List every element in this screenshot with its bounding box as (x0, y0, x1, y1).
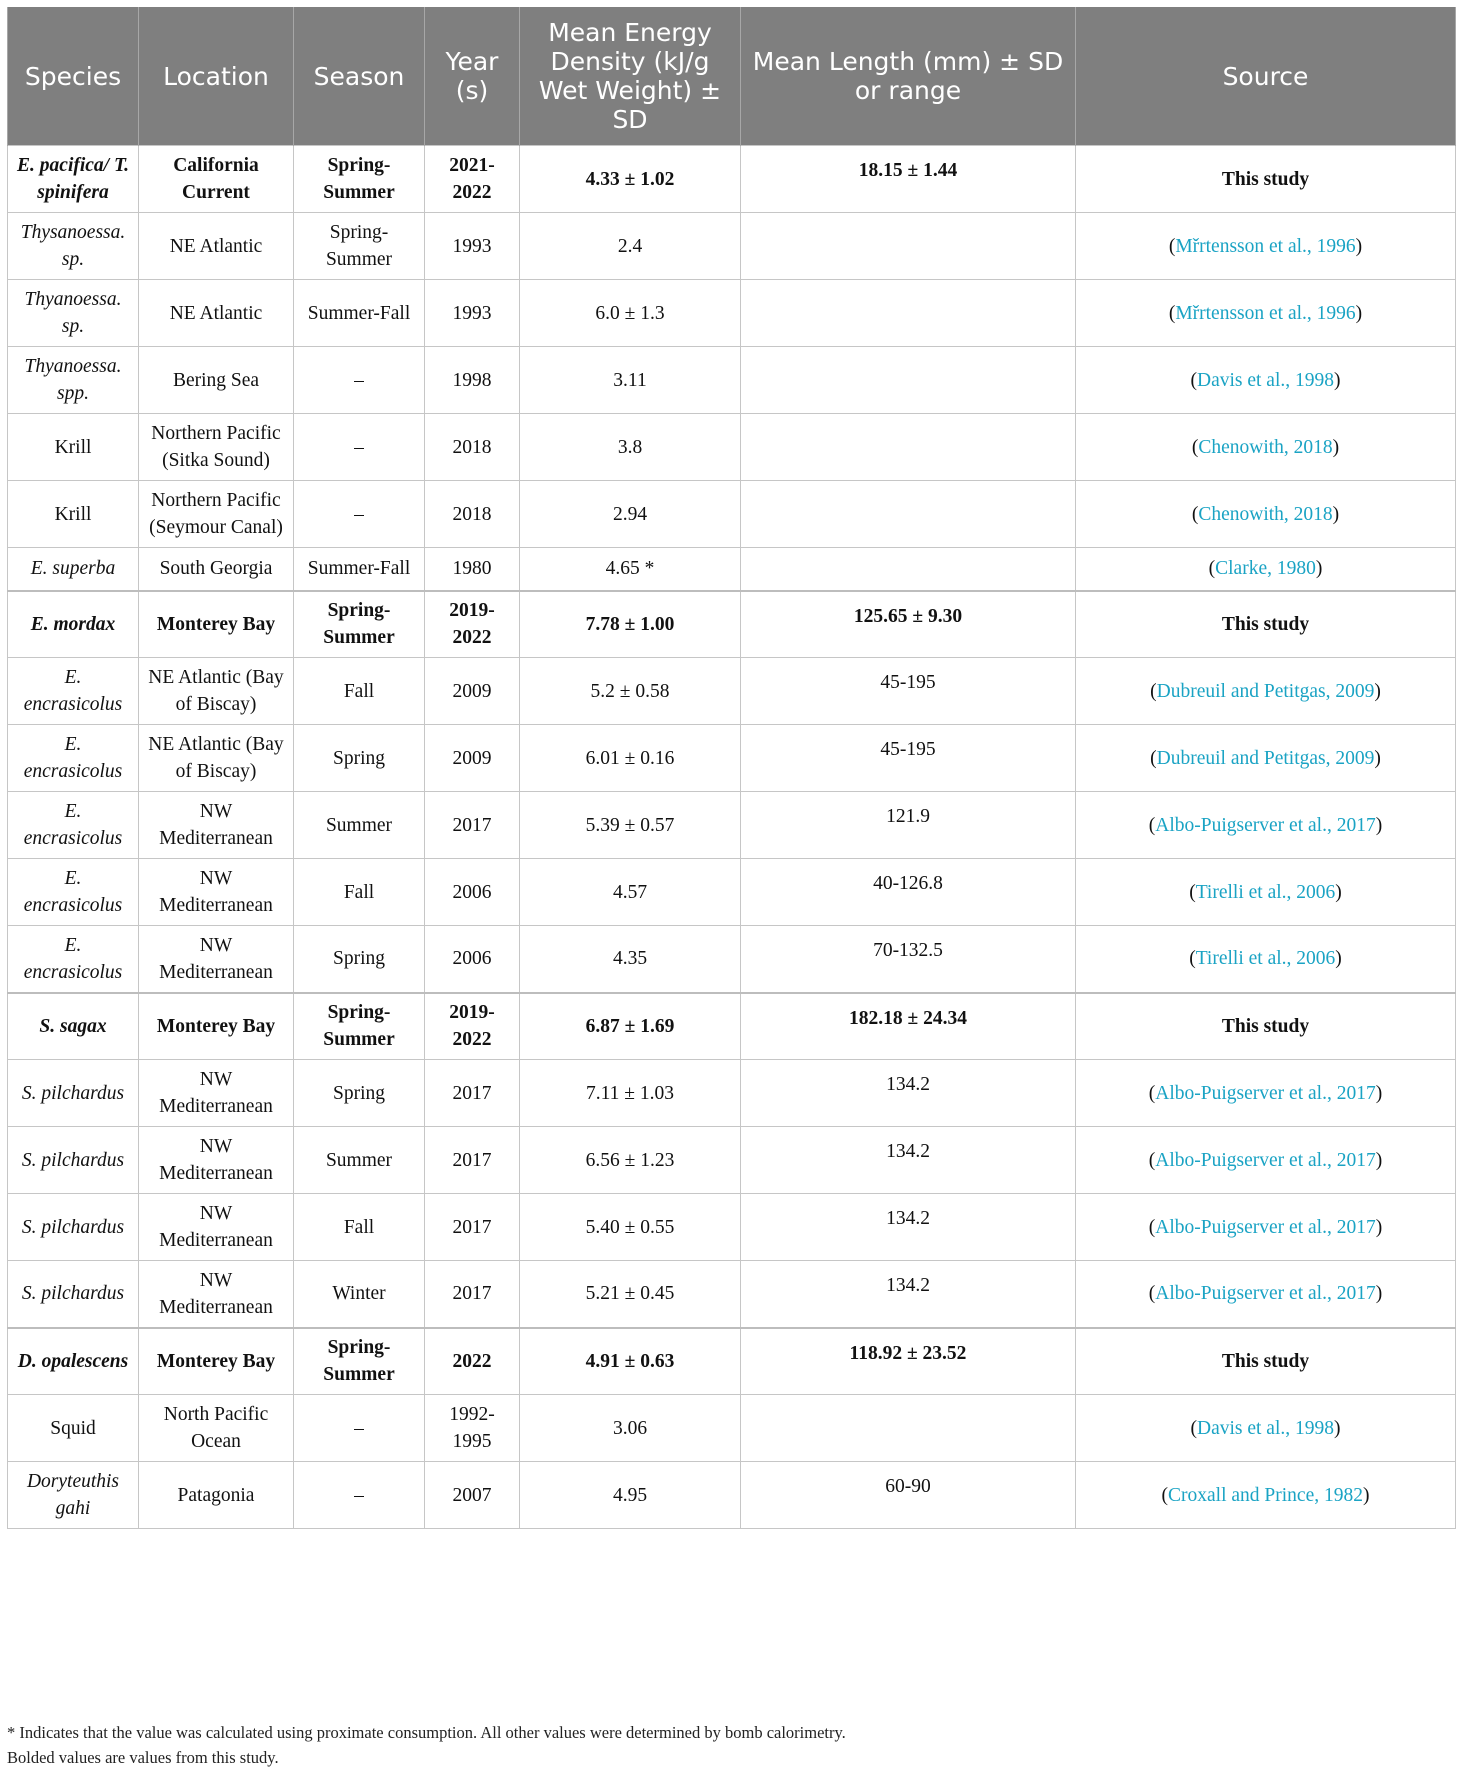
cell-length (741, 213, 1076, 280)
cell-source[interactable]: (Albo-Puigserver et al., 2017) (1076, 1194, 1456, 1261)
cell-species: S. pilchardus (8, 1127, 139, 1194)
cell-location: NE Atlantic (139, 280, 294, 347)
cell-energy: 3.8 (520, 414, 741, 481)
cell-location: NE Atlantic (139, 213, 294, 280)
header-mean-length: Mean Length (mm) ± SD or range (741, 7, 1076, 146)
cell-location: NW Mediterranean (139, 859, 294, 926)
table-row (8, 792, 1456, 859)
cell-season: Spring-Summer (294, 1328, 425, 1395)
cell-species: D. opalescens (8, 1328, 139, 1395)
cell-year: 1993 (425, 280, 520, 347)
cell-location: North Pacific Ocean (139, 1395, 294, 1462)
citation-link[interactable]: Albo-Puigserver et al., 2017 (1155, 1283, 1376, 1305)
citation-link[interactable]: Chenowith, 2018 (1198, 436, 1333, 458)
cell-year: 2017 (425, 1194, 520, 1261)
cell-season: Summer (294, 1127, 425, 1194)
cell-length (741, 1395, 1076, 1462)
cell-location: NW Mediterranean (139, 1060, 294, 1127)
cell-length: 118.92 ± 23.52 (741, 1328, 1076, 1395)
citation-link[interactable]: Albo-Puigserver et al., 2017 (1155, 1149, 1376, 1171)
cell-year: 1993 (425, 213, 520, 280)
cell-energy: 4.35 (520, 926, 741, 993)
cell-year: 2018 (425, 481, 520, 548)
cell-season: – (294, 1462, 425, 1529)
cell-species: S. sagax (8, 993, 139, 1060)
citation-link[interactable]: Chenowith, 2018 (1198, 503, 1333, 525)
cell-location: South Georgia (139, 548, 294, 591)
cell-source[interactable]: (Albo-Puigserver et al., 2017) (1076, 1261, 1456, 1328)
cell-location: NW Mediterranean (139, 1127, 294, 1194)
table-row (8, 725, 1456, 792)
table-row (8, 146, 1456, 213)
cell-energy: 5.2 ± 0.58 (520, 658, 741, 725)
cell-source: This study (1076, 993, 1456, 1060)
cell-location: California Current (139, 146, 294, 213)
table-row (8, 993, 1456, 1060)
cell-species: Krill (8, 481, 139, 548)
cell-length: 18.15 ± 1.44 (741, 146, 1076, 213)
cell-length: 70-132.5 (741, 926, 1076, 993)
cell-source[interactable]: (Croxall and Prince, 1982) (1076, 1462, 1456, 1529)
cell-length (741, 414, 1076, 481)
cell-year: 2022 (425, 1328, 520, 1395)
cell-location: Monterey Bay (139, 993, 294, 1060)
cell-species: E. pacifica/ T. spinifera (8, 146, 139, 213)
cell-year: 1980 (425, 548, 520, 591)
cell-species: E. superba (8, 548, 139, 591)
table-row (8, 280, 1456, 347)
header-row (8, 7, 1456, 146)
cell-energy: 4.57 (520, 859, 741, 926)
cell-source: This study (1076, 146, 1456, 213)
cell-season: Summer-Fall (294, 280, 425, 347)
cell-location: Bering Sea (139, 347, 294, 414)
cell-length: 45-195 (741, 658, 1076, 725)
citation-link[interactable]: Albo-Puigserver et al., 2017 (1155, 814, 1376, 836)
citation-link[interactable]: Mřrtensson et al., 1996 (1175, 302, 1356, 324)
citation-link[interactable]: Tirelli et al., 2006 (1195, 881, 1336, 903)
table-row (8, 1194, 1456, 1261)
cell-season: Fall (294, 1194, 425, 1261)
citation-link[interactable]: Davis et al., 1998 (1196, 1417, 1334, 1439)
citation-link[interactable]: Mřrtensson et al., 1996 (1175, 235, 1356, 257)
cell-energy: 4.65 * (520, 548, 741, 591)
cell-species: E. mordax (8, 591, 139, 658)
cell-species: S. pilchardus (8, 1060, 139, 1127)
cell-energy: 4.33 ± 1.02 (520, 146, 741, 213)
citation-link[interactable]: Albo-Puigserver et al., 2017 (1155, 1216, 1376, 1238)
cell-season: Spring-Summer (294, 146, 425, 213)
table-row (8, 548, 1456, 591)
cell-species: S. pilchardus (8, 1194, 139, 1261)
cell-location: Patagonia (139, 1462, 294, 1529)
table-container (7, 7, 1455, 1529)
cell-energy: 3.06 (520, 1395, 741, 1462)
citation-link[interactable]: Davis et al., 1998 (1196, 369, 1334, 391)
cell-energy: 2.94 (520, 481, 741, 548)
cell-length: 40-126.8 (741, 859, 1076, 926)
header-location: Location (139, 7, 294, 146)
cell-source: This study (1076, 1328, 1456, 1395)
cell-season: Summer-Fall (294, 548, 425, 591)
cell-season: Summer (294, 792, 425, 859)
cell-species: E. encrasicolus (8, 859, 139, 926)
table-row (8, 658, 1456, 725)
cell-season: Spring-Summer (294, 993, 425, 1060)
cell-species: Squid (8, 1395, 139, 1462)
cell-year: 2017 (425, 792, 520, 859)
cell-season: Spring-Summer (294, 213, 425, 280)
cell-length: 125.65 ± 9.30 (741, 591, 1076, 658)
header-energy-density: Mean Energy Density (kJ/g Wet Weight) ± SD (520, 7, 741, 146)
cell-location: Northern Pacific (Seymour Canal) (139, 481, 294, 548)
cell-year: 2019-2022 (425, 993, 520, 1060)
cell-year: 2019-2022 (425, 591, 520, 658)
cell-energy: 3.11 (520, 347, 741, 414)
cell-source[interactable]: (Dubreuil and Petitgas, 2009) (1076, 658, 1456, 725)
cell-source[interactable]: (Davis et al., 1998) (1076, 347, 1456, 414)
table-body (8, 146, 1456, 1529)
table-row (8, 1261, 1456, 1328)
cell-year: 1998 (425, 347, 520, 414)
cell-length: 182.18 ± 24.34 (741, 993, 1076, 1060)
cell-location: NW Mediterranean (139, 792, 294, 859)
table-row (8, 591, 1456, 658)
cell-length (741, 347, 1076, 414)
table-row (8, 1127, 1456, 1194)
cell-length (741, 548, 1076, 591)
cell-length: 134.2 (741, 1261, 1076, 1328)
cell-season: Fall (294, 658, 425, 725)
table-footnotes (7, 1720, 846, 1770)
cell-length: 134.2 (741, 1060, 1076, 1127)
cell-species: E. encrasicolus (8, 658, 139, 725)
cell-source[interactable]: (Albo-Puigserver et al., 2017) (1076, 792, 1456, 859)
cell-species: E. encrasicolus (8, 725, 139, 792)
cell-energy: 4.95 (520, 1462, 741, 1529)
cell-location: NW Mediterranean (139, 1261, 294, 1328)
cell-energy: 6.87 ± 1.69 (520, 993, 741, 1060)
cell-source[interactable]: (Albo-Puigserver et al., 2017) (1076, 1127, 1456, 1194)
cell-length: 121.9 (741, 792, 1076, 859)
cell-source: This study (1076, 591, 1456, 658)
cell-location: NE Atlantic (Bay of Biscay) (139, 658, 294, 725)
cell-species: Doryteuthis gahi (8, 1462, 139, 1529)
citation-link[interactable]: Albo-Puigserver et al., 2017 (1155, 1082, 1376, 1104)
cell-source[interactable]: (Dubreuil and Petitgas, 2009) (1076, 725, 1456, 792)
citation-link[interactable]: Dubreuil and Petitgas, 2009 (1156, 747, 1375, 769)
cell-year: 2021-2022 (425, 146, 520, 213)
cell-location: Monterey Bay (139, 591, 294, 658)
table-row (8, 481, 1456, 548)
cell-length: 60-90 (741, 1462, 1076, 1529)
cell-location: Monterey Bay (139, 1328, 294, 1395)
cell-location: Northern Pacific (Sitka Sound) (139, 414, 294, 481)
header-year: Year (s) (425, 7, 520, 146)
cell-species: E. encrasicolus (8, 792, 139, 859)
table-row (8, 1395, 1456, 1462)
citation-link[interactable]: Croxall and Prince, 1982 (1168, 1484, 1363, 1506)
cell-year: 2006 (425, 926, 520, 993)
cell-species: E. encrasicolus (8, 926, 139, 993)
cell-energy: 7.11 ± 1.03 (520, 1060, 741, 1127)
header-species: Species (8, 7, 139, 146)
cell-location: NW Mediterranean (139, 1194, 294, 1261)
cell-location: NE Atlantic (Bay of Biscay) (139, 725, 294, 792)
cell-source[interactable]: (Mřrtensson et al., 1996) (1076, 213, 1456, 280)
table-row (8, 859, 1456, 926)
cell-source[interactable]: (Chenowith, 2018) (1076, 414, 1456, 481)
cell-year: 2018 (425, 414, 520, 481)
cell-source[interactable]: (Mřrtensson et al., 1996) (1076, 280, 1456, 347)
cell-length: 134.2 (741, 1127, 1076, 1194)
cell-season: Spring (294, 1060, 425, 1127)
cell-energy: 7.78 ± 1.00 (520, 591, 741, 658)
cell-species: S. pilchardus (8, 1261, 139, 1328)
header-source: Source (1076, 7, 1456, 146)
cell-year: 2007 (425, 1462, 520, 1529)
cell-year: 2017 (425, 1261, 520, 1328)
header-season: Season (294, 7, 425, 146)
cell-year: 2017 (425, 1060, 520, 1127)
footnote-bold: Bolded values are values from this study. (7, 1748, 279, 1767)
cell-species: Thysanoessa. sp. (8, 213, 139, 280)
cell-year: 2017 (425, 1127, 520, 1194)
cell-length (741, 481, 1076, 548)
cell-source[interactable]: (Tirelli et al., 2006) (1076, 926, 1456, 993)
table-row (8, 414, 1456, 481)
cell-location: NW Mediterranean (139, 926, 294, 993)
cell-season: Winter (294, 1261, 425, 1328)
cell-season: – (294, 481, 425, 548)
citation-link[interactable]: Clarke, 1980 (1215, 558, 1316, 580)
cell-season: Spring (294, 926, 425, 993)
cell-season: Spring-Summer (294, 591, 425, 658)
cell-energy: 6.0 ± 1.3 (520, 280, 741, 347)
cell-energy: 4.91 ± 0.63 (520, 1328, 741, 1395)
citation-link[interactable]: Dubreuil and Petitgas, 2009 (1156, 680, 1375, 702)
cell-season: Fall (294, 859, 425, 926)
table-row (8, 1060, 1456, 1127)
footnote-asterisk: * Indicates that the value was calculated using proximate consumption. All other values were determined by bomb calorimetry. (7, 1723, 846, 1742)
cell-length: 134.2 (741, 1194, 1076, 1261)
cell-species: Thyanoessa. spp. (8, 347, 139, 414)
cell-year: 1992-1995 (425, 1395, 520, 1462)
table-row (8, 213, 1456, 280)
cell-season: Spring (294, 725, 425, 792)
cell-source[interactable]: (Davis et al., 1998) (1076, 1395, 1456, 1462)
citation-link[interactable]: Tirelli et al., 2006 (1195, 948, 1336, 970)
cell-energy: 5.21 ± 0.45 (520, 1261, 741, 1328)
cell-energy: 6.56 ± 1.23 (520, 1127, 741, 1194)
cell-species: Krill (8, 414, 139, 481)
cell-source[interactable]: (Albo-Puigserver et al., 2017) (1076, 1060, 1456, 1127)
cell-source[interactable]: (Clarke, 1980) (1076, 548, 1456, 591)
cell-year: 2006 (425, 859, 520, 926)
cell-energy: 5.40 ± 0.55 (520, 1194, 741, 1261)
table-row (8, 926, 1456, 993)
cell-length (741, 280, 1076, 347)
cell-energy: 2.4 (520, 213, 741, 280)
cell-source[interactable]: (Tirelli et al., 2006) (1076, 859, 1456, 926)
table-row (8, 1328, 1456, 1395)
cell-energy: 5.39 ± 0.57 (520, 792, 741, 859)
cell-season: – (294, 347, 425, 414)
cell-species: Thyanoessa. sp. (8, 280, 139, 347)
cell-length: 45-195 (741, 725, 1076, 792)
cell-season: – (294, 1395, 425, 1462)
table-row (8, 347, 1456, 414)
energy-density-table (7, 7, 1456, 1529)
cell-year: 2009 (425, 658, 520, 725)
cell-source[interactable]: (Chenowith, 2018) (1076, 481, 1456, 548)
cell-year: 2009 (425, 725, 520, 792)
cell-energy: 6.01 ± 0.16 (520, 725, 741, 792)
cell-season: – (294, 414, 425, 481)
table-row (8, 1462, 1456, 1529)
